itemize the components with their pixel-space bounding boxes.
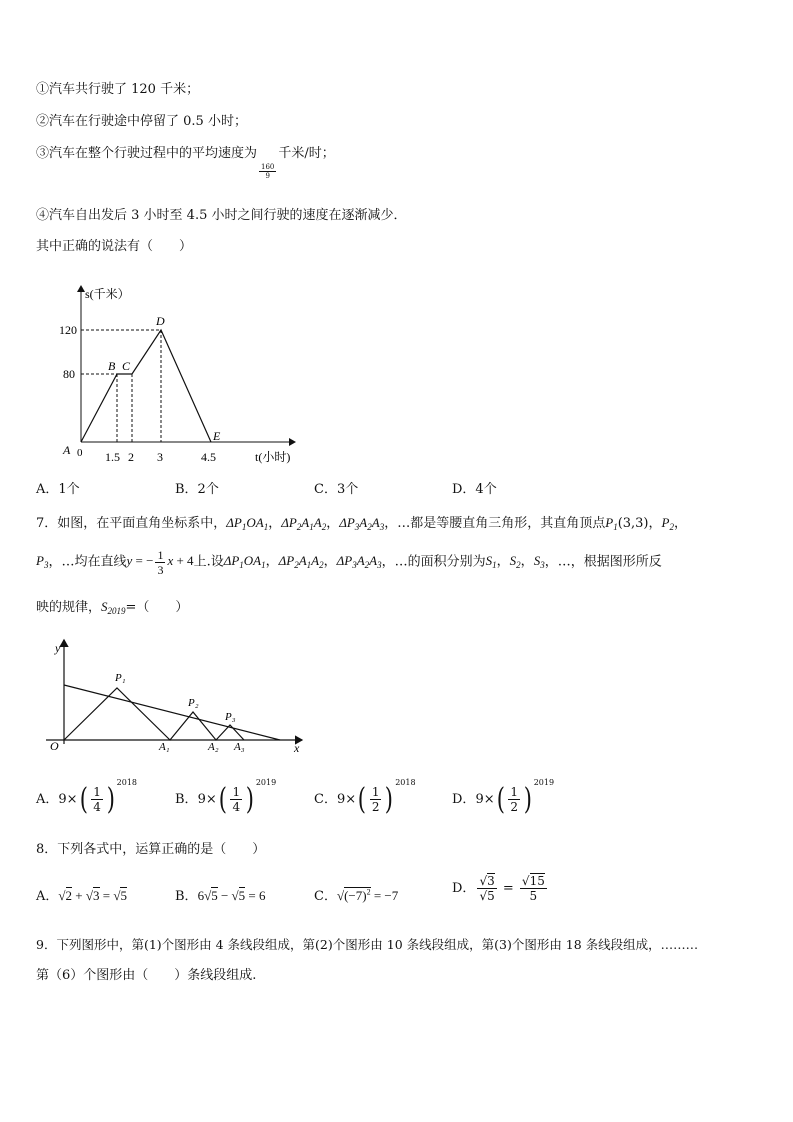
- triangle-chain: [64, 688, 244, 740]
- x-axis-label: t(小时): [255, 450, 291, 464]
- statement-3-prefix: ③汽车在整个行驶过程中的平均速度为: [36, 146, 258, 161]
- question-prompt: 其中正确的说法有（ ）: [36, 239, 193, 254]
- label-a2: A₂: [208, 741, 219, 753]
- y-label-2: y: [55, 641, 61, 655]
- q7-blank: =（ ）: [125, 600, 189, 615]
- option-den: 4: [232, 800, 241, 814]
- average-speed-fraction: [259, 163, 276, 180]
- q8-option-d[interactable]: D． $\frac{√3}{√5}$ = $\frac{√15}{5}$: [452, 874, 545, 903]
- option-letter: B．: [175, 889, 198, 904]
- q6-option-d[interactable]: D．4个: [452, 482, 497, 497]
- q7-intro: 7．如图，在平面直角坐标系中，: [36, 516, 227, 531]
- option-coef: 9×: [336, 792, 357, 807]
- option-num: 1: [93, 785, 101, 799]
- q7-option-b[interactable]: B．9×( $\frac{1}{4}$ ) $^{2019}$: [175, 778, 277, 817]
- option-letter: C．: [314, 889, 337, 904]
- label-p1: P₁: [115, 672, 126, 684]
- q8-stem: 8．下列各式中，运算正确的是（ ）: [36, 842, 266, 857]
- point-C-label: C: [122, 359, 131, 373]
- y-tick-120: 120: [59, 323, 77, 337]
- label-p3: P₃: [225, 711, 236, 723]
- option-letter: A．: [36, 889, 59, 904]
- q7-line-1: 7．如图，在平面直角坐标系中，$\Delta P_1OA_1$，$\Delta P_2A_1A_2$，$\Delta P_3A_2A_3$，…都是等腰直角三角形，其直角顶点$P_1(3,3)$，$P_2$，: [36, 515, 687, 532]
- triangle-sequence-graph: [40, 636, 310, 756]
- point-E-label: E: [213, 429, 221, 443]
- q7-vertex-text: 都是等腰直角三角形，其直角顶点: [410, 516, 606, 531]
- point-A-label: A: [63, 443, 71, 457]
- q7-rule-text: ，根据图形所反: [570, 554, 662, 570]
- distance-curve: [81, 330, 211, 442]
- option-letter: B．: [175, 792, 198, 807]
- q8-option-b[interactable]: B．6√5 − √5 = 6: [175, 888, 266, 904]
- statement-3-suffix: 千米/时；: [278, 146, 335, 161]
- q7-line-text: 均在直线: [74, 554, 127, 570]
- y-axis-label: s(千米）: [85, 287, 130, 301]
- distance-time-graph: [55, 280, 315, 465]
- point-D-label: D: [156, 314, 165, 328]
- q7-reflect-text: 映的规律，: [36, 600, 102, 615]
- x-label-2: x: [294, 741, 300, 755]
- option-letter: C．: [314, 792, 337, 807]
- option-letter: A．: [36, 792, 59, 807]
- statement-1: ①汽车共行驶了 120 千米；: [36, 82, 200, 97]
- option-exp: 2018: [116, 778, 137, 787]
- origin-label: 0: [77, 447, 83, 459]
- x-tick-1.5: 1.5: [105, 450, 120, 464]
- vertex-p1: $P_1$: [605, 515, 618, 532]
- label-a1: A₁: [159, 741, 170, 753]
- q7-option-a[interactable]: A．9×( $\frac{1}{4}$ ) $^{2018}$: [36, 778, 137, 817]
- option-num: 1: [232, 785, 241, 799]
- option-coef: 9×: [58, 792, 78, 807]
- q7-area-text: 的面积分别为: [407, 554, 486, 570]
- option-num: 1: [371, 785, 380, 799]
- fraction-denominator: 9: [265, 172, 270, 180]
- statement-3: [36, 144, 335, 180]
- option-letter: D．: [452, 881, 476, 896]
- q7-let-text: 上.设: [193, 554, 224, 570]
- x-tick-4.5: 4.5: [201, 450, 216, 464]
- option-den: 4: [93, 800, 101, 814]
- q7-line-2: $P_3$，…均在直线y = − $\frac{1}{3}$ x + 4上.设$\Delta P_1OA_1$，$\Delta P_2A_1A_2$，$\Delta P_3A_2A_3$，…的面积分别为$S_1$，$S_2$，$S_3$，…，根据图形所反: [36, 548, 662, 577]
- line-equation: y = − $\frac{1}{3}$ x + 4: [126, 548, 194, 577]
- line-y-eq: [64, 685, 280, 740]
- q7-option-c[interactable]: C．9×( $\frac{1}{2}$ ) $^{2018}$: [314, 778, 416, 817]
- x-tick-2: 2: [128, 450, 134, 464]
- fraction-numerator: 160: [261, 163, 275, 171]
- option-num: 1: [510, 785, 518, 799]
- q6-option-a[interactable]: A．1个: [36, 482, 80, 497]
- q7-line-3: 映的规律，$S_{2019}=$（ ）: [36, 599, 189, 616]
- triangle-list: $\Delta P_1OA_1$，$\Delta P_2A_1A_2$，$\Delta P_3A_2A_3$: [226, 515, 385, 532]
- option-den: 2: [510, 800, 518, 814]
- y-tick-80: 80: [63, 367, 75, 381]
- option-coef: 9×: [475, 792, 495, 807]
- q9-line-1: 9．下列图形中，第(1)个图形由 4 条线段组成，第(2)个图形由 10 条线段组成，第(3)个图形由 18 条线段组成，………: [36, 937, 699, 952]
- label-p2: P₂: [188, 697, 199, 709]
- statement-2: ②汽车在行驶途中停留了 0.5 小时；: [36, 114, 247, 129]
- option-exp: 2019: [255, 778, 277, 787]
- option-letter: D．: [452, 792, 476, 807]
- q9-line-2: 第（6）个图形由（ ）条线段组成.: [36, 968, 257, 983]
- q8-option-c[interactable]: C．$√(-7)^2 = -7$: [314, 887, 399, 904]
- label-a3: A₃: [234, 741, 245, 753]
- statement-4: ④汽车自出发后 3 小时至 4.5 小时之间行驶的速度在逐渐减少．: [36, 208, 407, 223]
- q6-option-c[interactable]: C．3个: [314, 482, 359, 497]
- point-B-label: B: [108, 359, 116, 373]
- origin-o: O: [50, 739, 59, 753]
- q7-option-d[interactable]: D．9×( $\frac{1}{2}$ ) $^{2019}$: [452, 778, 555, 817]
- option-exp: 2018: [395, 778, 416, 787]
- q8-option-a[interactable]: A．√2 + √3 = √5: [36, 888, 127, 904]
- x-tick-3: 3: [157, 450, 163, 464]
- q6-option-b[interactable]: B．2个: [175, 482, 219, 497]
- option-exp: 2019: [533, 778, 555, 787]
- option-den: 2: [371, 800, 380, 814]
- option-coef: 9×: [197, 792, 217, 807]
